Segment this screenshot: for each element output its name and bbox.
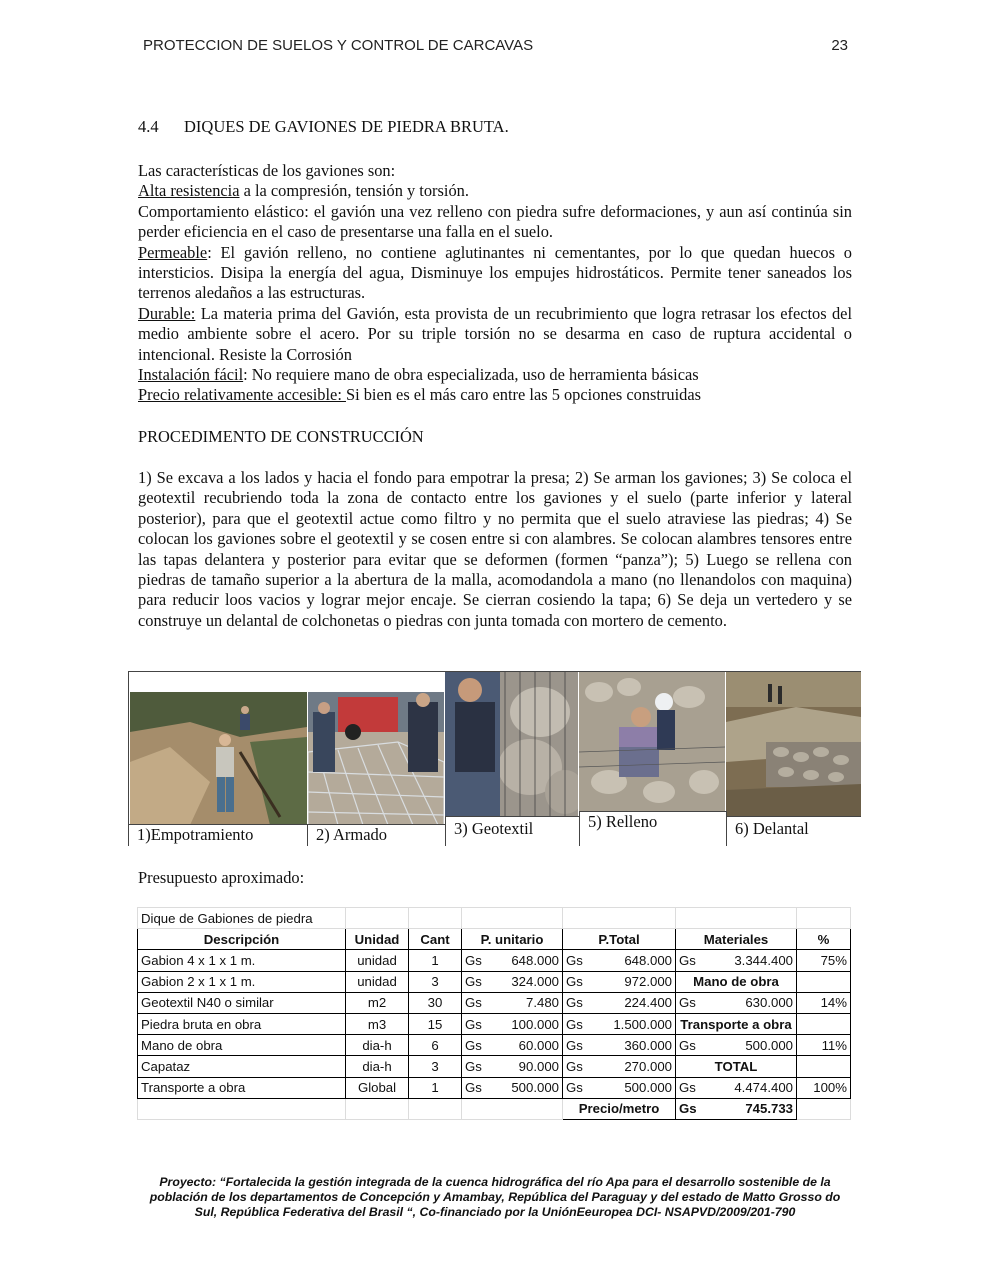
- budget-table: [137, 907, 851, 1120]
- column-header: Descripción: [138, 929, 346, 950]
- construction-photo-strip: [128, 671, 861, 846]
- table-row: Geotextil N40 o similar m2 30 Gs 7.480 Gs 224.400 Gs 630.000 14%: [138, 992, 851, 1013]
- column-header: P. unitario: [462, 929, 563, 950]
- table-row: Piedra bruta en obra m3 15 Gs 100.000 Gs 1.500.000 Transporte a obra: [138, 1013, 851, 1034]
- characteristic-item: Durable: La materia prima del Gavión, esta provista de un recubrimiento que logra retrasar los efectos del medio ambiente sobre el acero. Por su triple torsión no se desarma en caso de ruptura accidental o intencional. Resiste la Corrosión: [138, 303, 852, 364]
- photo-caption: 3) Geotextil: [445, 816, 580, 846]
- characteristic-item: Precio relativamente accesible: Si bien es el más caro entre las 5 opciones construidas: [138, 385, 702, 405]
- photo-caption: 1)Empotramiento: [129, 824, 308, 846]
- column-header: %: [797, 929, 851, 950]
- project-footer: Proyecto: “Fortalecida la gestión integrada de la cuenca hidrográfica del río Apa para el desarrollo sostenible de la población de los departamentos de Concepción y Amambay, República del Paraguay y del estado de Matto Grosso do Sul, República Federativa del Brasil “, Co-financiado por la UniónEeuropea DCI- NSAPVD/2009/201-790: [149, 1175, 841, 1219]
- characteristics-text: [138, 161, 852, 406]
- photo-caption: 6) Delantal: [726, 816, 861, 846]
- section-heading: [138, 117, 509, 137]
- procedure-text: 1) Se excava a los lados y hacia el fondo para empotrar la presa; 2) Se arman los gaviones; 3) Se coloca el geotextil recubriendo toda la zona de contacto entre los gaviones y el suelo (parte inferior y lateral posterior), para que el geotextil actue como filtro y no permita que el suelo atraviese las piedras; 4) Se colocan los gaviones sobre el geotextil y se cosen entre si con alambres. Se colocan alambres tensores entre las tapas delantera y posterior para evitar que se deformen (formen “panza”); 5) Luego se rellena con piedras de tamaño superior a la abertura de la malla, acomodandola a mano (no llenandolos con maquina) para reducir loos vacios y lograr mejor encaje. Se cierran cosiendo la tapa; 6) Se deja un vertedero y se construye un delantal de colchonetas o piedras con junta tomada con mortero de cemento.: [138, 468, 852, 630]
- characteristics-lead: Las características de los gaviones son:: [138, 161, 396, 180]
- characteristic-item: Instalación fácil: No requiere mano de obra especializada, uso de herramienta básicas: [138, 365, 699, 385]
- characteristic-item: Permeable: El gavión relleno, no contiene aglutinantes ni cementantes, por lo que quedan huecos o intersticios. Disipa la energía del agua, Disminuye los empujes hidrostáticos. Permite tener saneados los terrenos aledaños a las estructuras.: [138, 242, 852, 303]
- photo-excavation: [130, 692, 307, 825]
- table-row: Mano de obra dia-h 6 Gs 60.000 Gs 360.000 Gs 500.000 11%: [138, 1035, 851, 1056]
- table-row: Capataz dia-h 3 Gs 90.000 Gs 270.000 TOTAL: [138, 1056, 851, 1077]
- section-number: 4.4: [138, 117, 159, 136]
- photo-geotextile: [445, 672, 578, 817]
- budget-label: Presupuesto aproximado:: [138, 868, 305, 887]
- table-title: Dique de Gabiones de piedra: [138, 908, 346, 929]
- photo-assembly: [308, 692, 444, 825]
- price-per-meter-value: 745.733: [745, 1101, 793, 1117]
- header-title: PROTECCION DE SUELOS Y CONTROL DE CARCAVAS: [143, 37, 534, 54]
- table-title-row: [138, 908, 851, 929]
- column-header: Unidad: [346, 929, 409, 950]
- table-row: Gabion 2 x 1 x 1 m. unidad 3 Gs 324.000 Gs 972.000 Mano de obra: [138, 971, 851, 992]
- photo-caption: 5) Relleno: [579, 811, 727, 846]
- column-header: Materiales: [676, 929, 797, 950]
- column-header: Cant: [409, 929, 462, 950]
- page-header: [143, 37, 848, 54]
- table-header-row: [138, 929, 851, 950]
- photo-fill: [579, 672, 725, 812]
- characteristic-item: Alta resistencia a la compresión, tensión y torsión.: [138, 181, 469, 201]
- price-per-meter-row: Precio/metro Gs 745.733: [138, 1098, 851, 1119]
- procedure-heading: PROCEDIMENTO DE CONSTRUCCIÓN: [138, 427, 424, 446]
- characteristic-item: Comportamiento elástico: el gavión una vez relleno con piedra sufre deformaciones, y aun así continúa sin perder eficiencia en el caso de presentarse una falla en el suelo.: [138, 201, 852, 242]
- photo-caption: 2) Armado: [307, 824, 446, 846]
- table-row: Gabion 4 x 1 x 1 m. unidad 1 Gs 648.000 Gs 648.000 Gs 3.344.400 75%: [138, 950, 851, 971]
- section-title: DIQUES DE GAVIONES DE PIEDRA BRUTA.: [184, 117, 509, 136]
- table-row: Transporte a obra Global 1 Gs 500.000 Gs 500.000 Gs 4.474.400 100%: [138, 1077, 851, 1098]
- photo-apron: [726, 672, 861, 817]
- price-per-meter-label: Precio/metro: [563, 1098, 676, 1119]
- column-header: P.Total: [563, 929, 676, 950]
- page-number: 23: [831, 37, 848, 54]
